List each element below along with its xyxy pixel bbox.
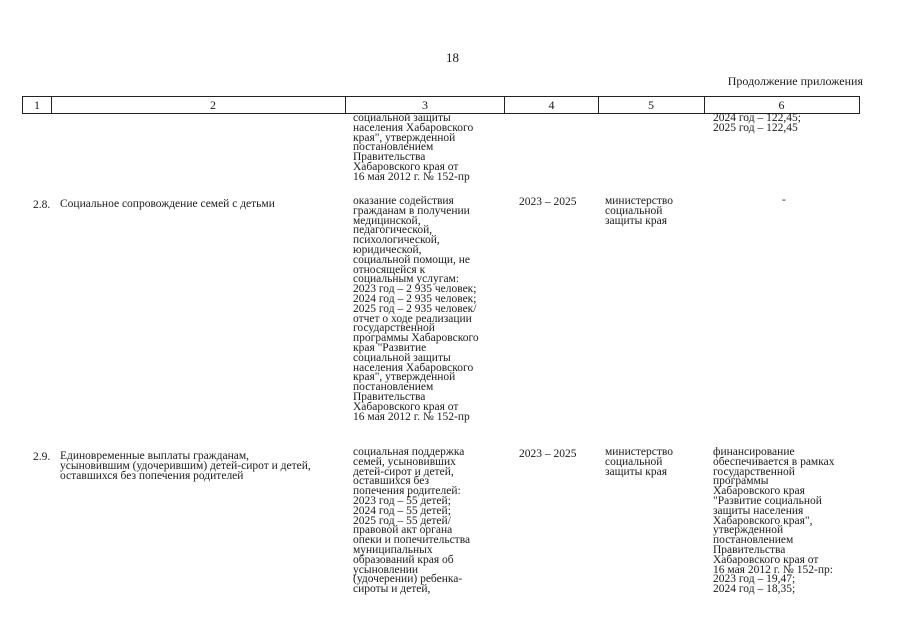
text-line: детей-сирот и детей,: [353, 465, 454, 478]
text-line: Правительства: [353, 390, 426, 403]
header-col-3: 3: [422, 98, 428, 112]
text-line: обеспечивается в рамках: [713, 455, 835, 468]
text-line: защиты населения: [713, 504, 804, 517]
row-period: 2023 – 2025: [519, 196, 577, 208]
text-line: программы: [713, 475, 769, 488]
text-line: попечения родителей:: [353, 485, 461, 498]
row-title: Социальное сопровождение семей с детьми: [60, 198, 275, 210]
page-number: 18: [446, 50, 459, 65]
text-line: -: [782, 194, 786, 206]
text-line: педагогической,: [353, 224, 433, 237]
text-line: 2023 год – 55 детей;: [353, 494, 451, 507]
text-line: медицинской,: [353, 214, 421, 227]
row-number: 2.8.: [33, 199, 51, 211]
text-line: 2024 год – 18,35;: [713, 583, 796, 596]
text-line: края "Развитие: [353, 341, 427, 354]
row-number: 2.9.: [33, 451, 51, 463]
text-line: социальной: [605, 204, 663, 217]
text-line: министерство: [605, 195, 673, 207]
row-result: [353, 448, 470, 595]
text-line: опеки и попечительства: [353, 534, 471, 547]
text-line: отчет о ходе реализации: [353, 312, 472, 325]
text-line: 16 мая 2012 г. № 152-пр: [353, 410, 470, 423]
row-note: [713, 448, 834, 595]
text-line: населения Хабаровского: [353, 121, 474, 134]
text-line: утвержденной: [713, 524, 784, 537]
text-line: гражданам в получении: [353, 204, 470, 217]
header-col-5: 5: [648, 98, 654, 112]
text-line: финансирование: [713, 446, 795, 458]
text-line: оставшихся без попечения родителей: [60, 469, 244, 482]
header-col-4: 4: [548, 98, 555, 112]
text-line: Единовременные выплаты гражданам,: [60, 450, 249, 462]
text-line: Правительства: [713, 543, 786, 556]
text-line: 2023 год – 2 935 человек;: [353, 283, 477, 296]
text-line: Хабаровского края: [713, 485, 805, 498]
text-line: относящейся к: [353, 263, 426, 276]
text-line: образований края об: [353, 553, 454, 566]
text-line: социальным услугам:: [353, 273, 460, 286]
text-line: юридической,: [353, 243, 422, 256]
text-line: края", утвержденной: [353, 131, 456, 144]
row-period: 2023 – 2025: [519, 448, 577, 460]
text-line: усыновившим (удочерившим) детей-сирот и детей,: [60, 459, 311, 472]
row-result: [353, 197, 479, 422]
text-line: министерство: [605, 446, 673, 458]
text-line: социальной защиты: [353, 112, 451, 124]
text-line: социальной защиты: [353, 351, 451, 364]
text-line: муниципальных: [353, 543, 433, 556]
header-col-2: 2: [210, 98, 216, 112]
text-line: оставшихся без: [353, 475, 430, 488]
text-line: сироты и детей,: [353, 583, 431, 596]
row-executor: [605, 197, 673, 226]
text-line: 2025 год – 122,45: [713, 121, 798, 134]
text-line: 2025 год – 55 детей/: [353, 514, 451, 527]
text-line: (удочерении) ребенка-: [353, 573, 463, 586]
text-line: оказание содействия: [353, 195, 454, 207]
text-line: социальной: [605, 455, 663, 468]
prev-row-col6: [713, 114, 801, 134]
text-line: 2024 год – 55 детей;: [353, 504, 451, 517]
text-line: государственной: [713, 465, 795, 478]
prev-row-col3: [353, 114, 473, 183]
text-line: Хабаровского края от: [353, 400, 459, 413]
text-line: программы Хабаровского: [353, 332, 479, 345]
text-line: семей, усыновивших: [353, 455, 456, 468]
text-line: Хабаровского края от: [713, 553, 819, 566]
text-line: 16 мая 2012 г. № 152-пр:: [713, 563, 833, 576]
text-line: 2023 год – 19,47;: [713, 573, 796, 586]
text-line: правовой акт органа: [353, 524, 453, 537]
text-line: Правительства: [353, 151, 426, 164]
text-line: постановлением: [353, 141, 434, 154]
text-line: государственной: [353, 322, 435, 335]
continuation-label: Продолжение приложения: [727, 74, 863, 88]
text-line: постановлением: [713, 534, 794, 547]
text-line: социальной помощи, не: [353, 253, 471, 266]
text-line: защиты края: [605, 465, 668, 478]
text-line: Хабаровского края от: [353, 160, 459, 173]
text-line: 2024 год – 122,45;: [713, 112, 801, 124]
text-line: 2025 год – 2 935 человек/: [353, 302, 477, 315]
row-title: [60, 452, 311, 481]
text-line: 16 мая 2012 г. № 152-пр: [353, 170, 470, 183]
text-line: "Развитие социальной: [713, 494, 822, 507]
header-col-1: 1: [34, 98, 40, 112]
text-line: края", утвержденной: [353, 371, 456, 384]
text-line: постановлением: [353, 381, 434, 394]
text-line: 2024 год – 2 935 человек;: [353, 292, 477, 305]
text-line: усыновлении: [353, 563, 419, 576]
header-col-6: 6: [778, 98, 785, 112]
text-line: населения Хабаровского: [353, 361, 474, 374]
text-line: Хабаровского края",: [713, 514, 813, 527]
text-line: социальная поддержка: [353, 446, 465, 458]
text-line: защиты края: [605, 214, 668, 227]
text-line: психологической,: [353, 234, 440, 247]
row-executor: [605, 448, 673, 477]
row-note: [782, 196, 786, 206]
